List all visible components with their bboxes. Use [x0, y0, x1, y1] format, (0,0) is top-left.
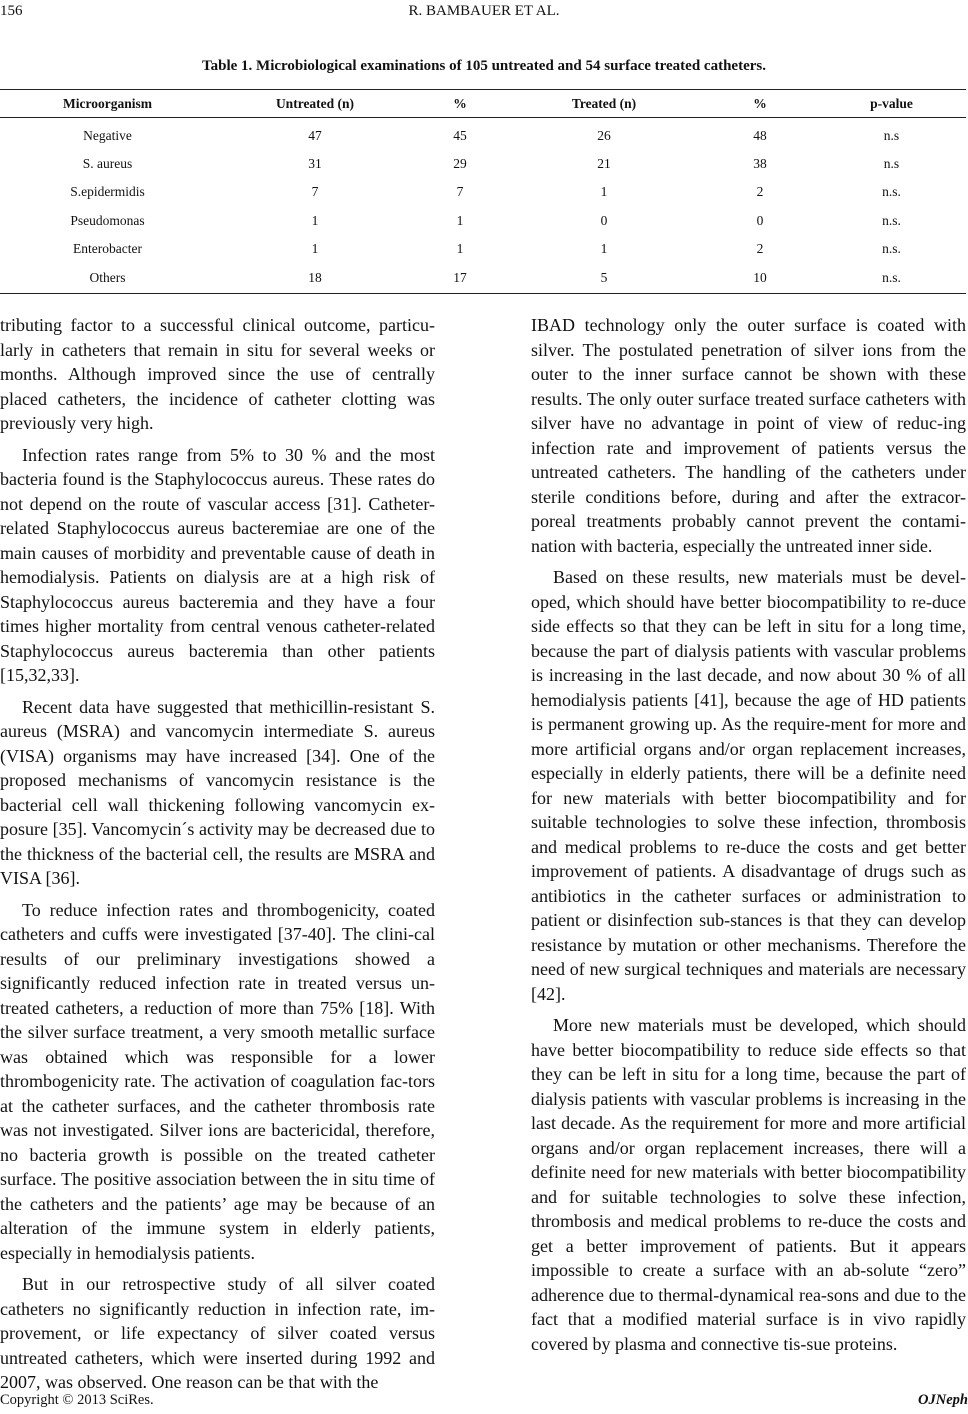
column-header: Treated (n) — [505, 90, 703, 118]
table-cell: 1 — [456, 240, 464, 256]
table-cell: 7 — [311, 184, 319, 200]
table-cell: 17 — [415, 263, 505, 294]
right-text-column — [531, 313, 966, 1356]
column-header: % — [703, 90, 817, 118]
table-cell: S.epidermidis — [70, 184, 145, 200]
paragraph: But in our retrospective study of all silver coated catheters no significantly reduction in infection rate, im-provement, or life expectancy of silver coated versus untreated catheters, which were inserted during 1992 and 2007, was observed. One reason can be that with the — [0, 1274, 435, 1392]
table-cell: Pseudomonas — [70, 212, 145, 228]
table-row — [0, 150, 966, 178]
table-cell: n.s — [883, 128, 900, 144]
table-cell: 2 — [756, 184, 764, 200]
table-cell: n.s. — [882, 212, 901, 228]
table-cell: 1 — [311, 240, 319, 256]
table-cell: 0 — [600, 212, 608, 228]
table-cell: n.s. — [882, 240, 901, 256]
microbiology-table — [0, 89, 966, 294]
paragraph: To reduce infection rates and thrombogenicity, coated catheters and cuffs were investigated [37-40]. The clini-cal results of our preliminary investigations showed a significantly reduced infection rate in treated versus un-treated catheters, a reduction of more than 75% [18]. With the silver surface treatment, a very smooth metallic surface was obtained which was responsible for a lower thrombogenicity rate. The activation of coagulation fac-tors at the catheter surfaces, and the catheter thrombosis rate was not investigated. Silver ions are bactericidal, therefore, no bacteria growth is possible on the treated catheter surface. The positive association between the in situ time of the catheters and the patients’ age may be because of an alteration of the immune system in elderly patients, especially in hemodialysis patients. — [0, 899, 435, 1263]
table-row — [0, 118, 966, 151]
table-cell: 29 — [453, 156, 467, 172]
table-cell: n.s. — [882, 184, 901, 200]
paragraph: tributing factor to a successful clinical outcome, particu-larly in catheters that remain in situ for several weeks or months. Although improved since the use of centrally placed catheters, the incidence of catheter clotting was previously very high. — [0, 315, 435, 433]
table-cell: 31 — [308, 156, 322, 172]
table-cell: Negative — [83, 128, 132, 144]
table-cell: Others — [0, 263, 215, 294]
table-header-row — [0, 90, 966, 118]
copyright-notice: Copyright © 2013 SciRes. — [0, 1392, 154, 1408]
table-cell: 0 — [756, 212, 764, 228]
table-cell: 21 — [597, 156, 611, 172]
table-cell: 45 — [453, 128, 467, 144]
table-cell: n.s. — [817, 263, 966, 294]
table-cell: 1 — [600, 184, 608, 200]
table-cell: 48 — [753, 128, 767, 144]
table-row — [0, 235, 966, 263]
table-cell: Enterobacter — [73, 240, 142, 256]
paragraph: Based on these results, new materials must be devel-oped, which should have better biocompatibility to re-duce side effects so that they can be left in situ for a long time, because the part of dialysis patients with vascular problems is increasing in the last decade, and now about 30 % of all hemodialysis patients [41], because the age of HD patients is permanent growing up. As the require-ment for more and more artificial organs and/or organ replacement increases, especially in elderly patients, there will be a definite need for new materials with better biocompatibility and for suitable technologies to solve these infection, thrombosis and medical problems to re-duce the costs and get better improvement of patients. A disadvantage of drugs such as antibiotics in the catheter surfaces or administration to patient or disinfection sub-stances is that they can develop resistance by mutation or other mechanisms. Therefore the need of new surgical techniques and materials are necessary [42]. — [531, 567, 966, 1004]
table-cell: 2 — [756, 240, 764, 256]
table-row — [0, 263, 966, 294]
column-header: % — [415, 90, 505, 118]
paragraph: Infection rates range from 5% to 30 % and the most bacteria found is the Staphylococcus aureus. These rates do not depend on the route of vascular access [31]. Catheter-related Staphylococcus aureus bacteremiae are one of the main causes of morbidity and preventable cause of death in hemodialysis. Patients on dialysis are at a high risk of Staphylococcus aureus bacteremia and they have a four times higher mortality from central venous catheter-related Staphylococcus aureus bacteremia than other patients [15,32,33]. — [0, 444, 435, 685]
table-cell: 1 — [600, 240, 608, 256]
left-text-column — [0, 313, 435, 1395]
table-cell: 26 — [597, 128, 611, 144]
table-row — [0, 178, 966, 206]
page-number: 156 — [0, 3, 23, 19]
table-cell: 38 — [753, 156, 767, 172]
table-cell: n.s — [883, 156, 900, 172]
table-cell: 7 — [456, 184, 464, 200]
column-header: Untreated (n) — [215, 90, 415, 118]
column-header: Microorganism — [0, 90, 215, 118]
paragraph: Recent data have suggested that methicillin-resistant S. aureus (MSRA) and vancomycin intermediate S. aureus (VISA) organisms may have increased [34]. One of the proposed mechanisms of vancomycin resistance is the bacterial cell wall thickening following vancomycin ex-posure [35]. Vancomycin´s activity may be decreased due to the thickness of the bacterial cell, the results are MSRA and VISA [36]. — [0, 696, 435, 888]
table-cell: 1 — [456, 212, 464, 228]
table-cell: 5 — [505, 263, 703, 294]
table-cell: 18 — [215, 263, 415, 294]
table-cell: S. aureus — [82, 156, 133, 172]
table-cell: 1 — [311, 212, 319, 228]
column-header: p-value — [817, 90, 966, 118]
table-row — [0, 207, 966, 235]
table-cell: 10 — [703, 263, 817, 294]
paragraph: IBAD technology only the outer surface is coated with silver. The postulated penetration of silver ions from the outer to the inner surface cannot be shown with these results. The only outer surface treated surface catheters with silver have no advantage in point of view of reduc-ing infection rate and improvement of patients versus the untreated catheters. The handling of the catheters under sterile conditions before, during and after the extracor-poreal treatments probably cannot prevent the contami-nation with bacteria, especially the untreated inner side. — [531, 315, 966, 556]
table-cell: 47 — [308, 128, 322, 144]
running-title: R. BAMBAUER ET AL. — [408, 3, 560, 19]
table-caption: Table 1. Microbiological examinations of 105 untreated and 54 surface treated catheters. — [202, 58, 766, 74]
paragraph: More new materials must be developed, which should have better biocompatibility to reduce side effects so that they can be left in situ for a long time, because the part of dialysis patients with vascular problems is increasing in the last decade. As the requirement for more and more artificial organs and/or organ replacement increases, there will a definite need for new materials with better biocompatibility and for suitable technologies to solve these infection, thrombosis and medical problems to re-duce the costs and get a better improvement of patients. But it appears impossible to create a surface with an ab-solute “zero” adherence due to thermal-dynamical rea-sons and due to the fact that a modified material surface is in vivo rapidly covered by plasma and connective tis-sue proteins. — [531, 1015, 966, 1354]
journal-name: OJNeph — [918, 1392, 968, 1408]
